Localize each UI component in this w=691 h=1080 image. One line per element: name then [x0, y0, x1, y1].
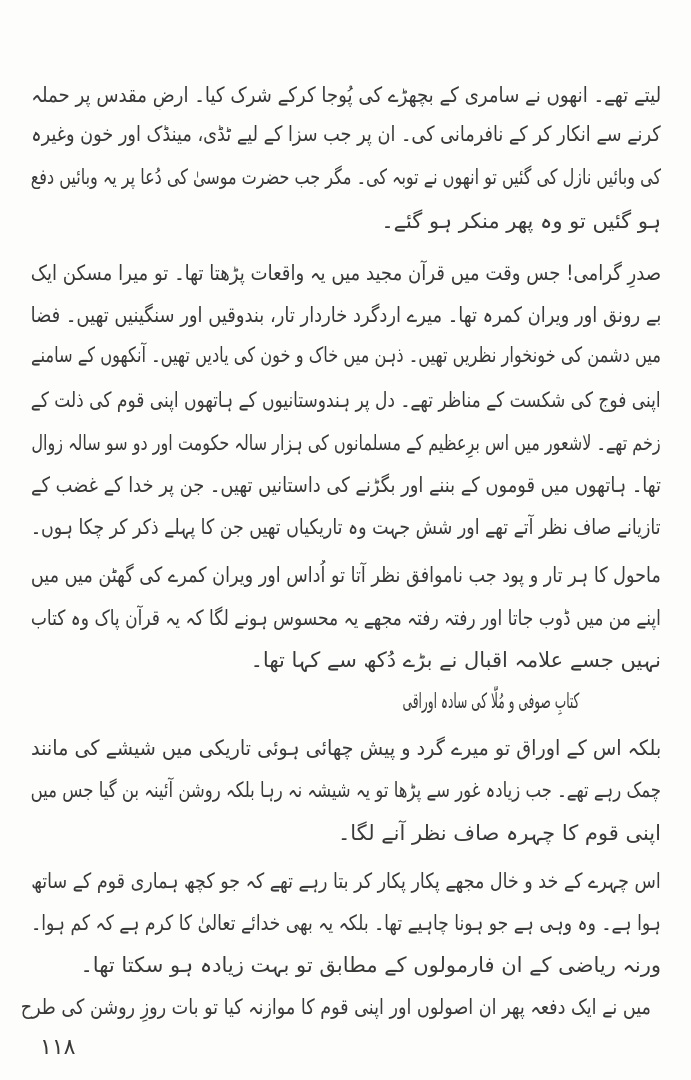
text-line-11: تازیانے صاف نظر آتے تھے اور شش جہت وہ تاریکیاں تھیں جن کا پہلے ذکر کر چکا ہوں۔ [31, 515, 661, 539]
text-line-14: نہیں جسے علامہ اقبال نے بڑے دُکھ سے کہا تھا۔ [250, 648, 661, 672]
text-line-7: میں دشمن کی خونخوار نظریں تھیں۔ ذہن میں خاک و خون کی یادیں تھیں۔ آنکھوں کے سامنے [31, 343, 661, 367]
text-line-8: اپنی فوج کی شکست کے مناظر تھے۔ دل پر ہندوستانیوں کے ہاتھوں اپنی قوم کی ذلت کے [31, 388, 661, 412]
text-line-16: چمک رہے تھے۔ جب زیادہ غور سے پڑھا تو یہ شیشہ نہ رہا بلکہ روشن آئینہ بن گیا جس میں [30, 778, 661, 802]
text-line-10: تھا۔ ہاتھوں میں قوموں کے بننے اور بگڑنے کی داستانیں تھیں۔ جن پر خدا کے غضب کے [31, 473, 661, 497]
text-line-12: ماحول کا ہر تار و پود جب ناموافق نظر آتا تو اُداس اور ویران کمرے کی گھٹن میں میں [31, 563, 661, 587]
text-line-21: میں نے ایک دفعہ پھر ان اصولوں اور اپنی قوم کا موازنہ کیا تو بات روزِ روشن کی طرح [20, 995, 651, 1019]
text-line-4: ہو گئیں تو وہ پھر منکر ہو گئے۔ [381, 209, 661, 233]
text-line-19: ہوا ہے۔ وہ وہی ہے جو ہونا چاہیے تھا۔ بلکہ یہ بھی خدائے تعالیٰ کا کرم ہے کہ کم ہوا۔ [31, 911, 661, 935]
text-line-6: بے رونق اور ویران کمرہ تھا۔ میرے اردگرد خاردار تار، بندوقیں اور سنگینیں تھیں۔ فضا [30, 303, 661, 327]
text-line-1: لیتے تھے۔ انھوں نے سامری کے بچھڑے کی پُوجا کرکے شرک کیا۔ ارضِ مقدس پر حملہ [31, 83, 661, 107]
text-line-17: اپنی قوم کا چہرہ صاف نظر آنے لگا۔ [337, 821, 661, 845]
text-line-3: کی وبائیں نازل کی گئیں تو انھوں نے توبہ کی۔ مگر جب حضرت موسیٰ کی دُعا پر یہ وبائیں دفع [30, 165, 661, 189]
text-line-13: اپنے من میں ڈوب جاتا اور رفتہ رفتہ مجھے یہ محسوس ہونے لگا کہ یہ قرآن پاک وہ کتاب [30, 606, 661, 630]
text-line-18: اس چہرے کے خد و خال مجھے پکار پکار کر بتا رہے تھے کہ جو کچھ ہماری قوم کے ساتھ [31, 869, 661, 893]
text-line-20: ورنہ ریاضی کے ان فارمولوں کے مطابق تو بہت زیادہ ہو سکتا تھا۔ [80, 953, 661, 977]
page-number: ۱۱۸ [40, 1035, 76, 1060]
text-line-5: صدرِ گرامی! جس وقت میں قرآن مجید میں یہ واقعات پڑھتا تھا۔ تو میرا مسکن ایک [30, 261, 661, 285]
poetry-verse: کتابِ صوفی و مُلّا کی سادہ اوراقی [402, 689, 580, 713]
text-line-15: بلکہ اس کے اوراق تو میرے گرد و پیش چھائی ہوئی تاریکی میں شیشے کی مانند [30, 736, 661, 760]
text-line-9: زخم تھے۔ لاشعور میں اس برِعظیم کے مسلمانوں کی ہزار سالہ حکومت اور دو سو سالہ زوال [31, 431, 661, 455]
text-line-2: کرنے سے انکار کر کے نافرمانی کی۔ ان پر جب سزا کے لیے ٹڈی، مینڈک اور خون وغیرہ [31, 122, 661, 146]
